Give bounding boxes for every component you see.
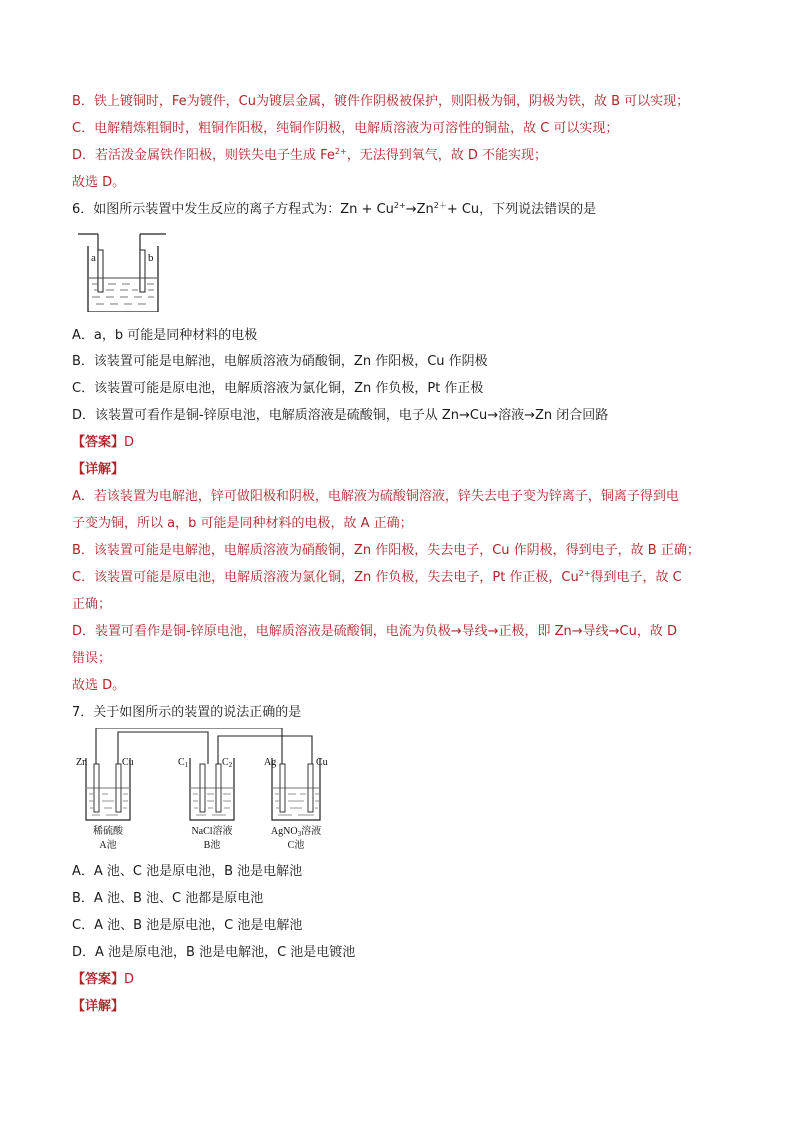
q7-detail-label: 【详解】 [72,999,125,1014]
q6-answer: 【答案】D [72,435,135,450]
q7-stem: 7．关于如图所示的装置的说法正确的是 [72,705,302,720]
q6-explanation-a2: 子变为铜，所以 a，b 可能是同种材料的电极，故 A 正确； [72,516,413,531]
q7-apparatus-diagram [76,728,340,852]
q6-apparatus-diagram [74,230,174,312]
prev-solution-b: B．铁上镀铜时，Fe为镀件，Cu为镀层金属，镀件作阴极被保护，则阳极为铜，阴极为铁，故 B 可以实现； [72,94,690,109]
q6-option-c: C．该装置可能是原电池，电解质溶液为氯化铜，Zn 作负极，Pt 作正极 [72,381,484,396]
prev-solution-conclusion: 故选 D。 [72,175,126,190]
q6-option-b: B．该装置可能是电解池，电解质溶液为硝酸铜，Zn 作阳极，Cu 作阴极 [72,354,488,369]
q6-explanation-b: B．该装置可能是电解池，电解质溶液为硝酸铜，Zn 作阳极，失去电子，Cu 作阴极，得到电子，故 B 正确； [72,543,700,558]
q6-explanation-d2: 错误； [72,651,112,666]
q7-electrode-cu-c: Cu [316,757,328,768]
q7-electrode-ag: Ag [264,757,277,768]
q6-option-d: D．该装置可看作是铜-锌原电池，电解质溶液是硫酸铜，电子从 Zn→Cu→溶液→Zn 闭合回路 [72,408,609,423]
prev-solution-d: D．若活泼金属铁作阳极，则铁失电子生成 $Fe^{2+}$，无法得到氧气，故 D 不能实现； [72,147,547,163]
q7-pool-c: C池 [287,840,305,851]
q7-option-d: D．A 池是原电池，B 池是电解池，C 池是电镀池 [72,945,356,960]
q7-option-b: B．A 池、B 池、C 池都是原电池 [72,891,264,906]
q6-detail-label: 【详解】 [72,462,125,477]
q6-conclusion: 故选 D。 [72,678,126,693]
q6-explanation-d1: D．装置可看作是铜-锌原电池，电解质溶液是硫酸铜，电流为负极→导线→正极，即 Zn→导线→Cu，故 D [72,624,678,639]
q6-label-b: b [148,252,154,264]
q7-option-c: C．A 池、B 池是原电池，C 池是电解池 [72,918,303,933]
q6-option-a: A．a，b 可能是同种材料的电极 [72,328,258,343]
q7-answer: 【答案】D [72,972,135,987]
q7-pool-b: B池 [203,840,221,851]
q7-solution-b: NaCl溶液 [191,826,233,837]
q7-pool-a: A池 [99,840,117,851]
q6-explanation-c1: C．该装置可能是原电池，电解质溶液为氯化铜，Zn 作负极，失去电子，Pt 作正极，$Cu^{2+}$得到电子，故 C [72,569,682,585]
q6-label-a: a [91,252,96,264]
q6-explanation-a1: A．若该装置为电解池，锌可做阳极和阴极，电解液为硫酸铜溶液，锌失去电子变为锌离子，铜离子得到电 [72,489,679,504]
q7-solution-c: AgNO$_3$溶液 [270,826,322,838]
q7-solution-a: 稀硫酸 [93,826,123,837]
q7-electrode-zn: Zn [76,757,88,768]
q6-explanation-c2: 正确； [72,597,112,612]
q6-stem: 6．如图所示装置中发生反应的离子方程式为：$Zn + Cu^{2+}\to Zn^{2+}+ Cu$，下列说法错误的是 [72,201,597,217]
q7-option-a: A．A 池、C 池是原电池，B 池是电解池 [72,864,303,879]
prev-solution-c: C．电解精炼粗铜时，粗铜作阳极，纯铜作阴极，电解质溶液为可溶性的铜盐，故 C 可以实现； [72,121,619,136]
q7-electrode-c1: $C_1$ [178,757,189,769]
q7-electrode-c2: $C_2$ [222,757,233,769]
q7-electrode-cu-a: Cu [122,757,134,768]
